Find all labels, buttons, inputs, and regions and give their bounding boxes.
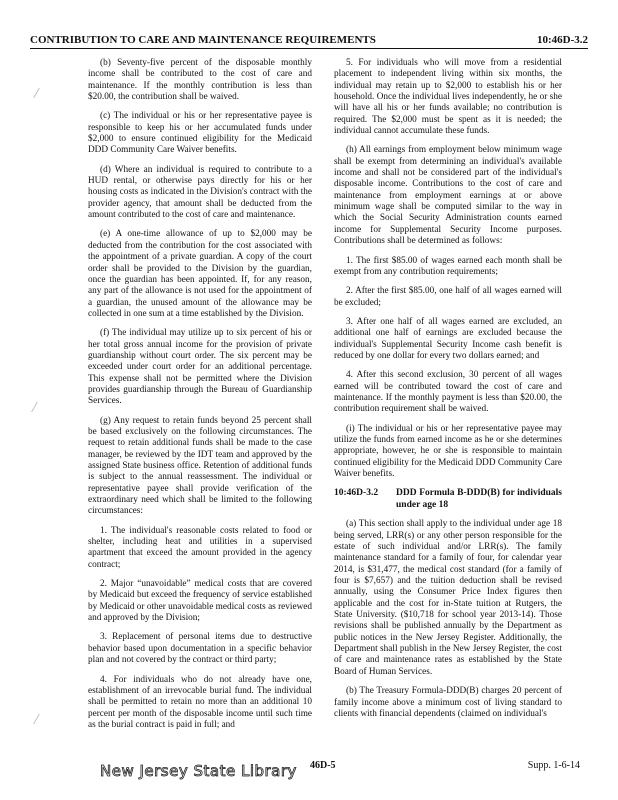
paragraph: (c) The individual or his or her representative payee is responsible to keep his or her accumulated funds under $2,000 to ensure continued eligibility for the Medicaid DDD Community Care Waiver benefits. [88, 111, 312, 156]
header-section-number: 10:46D-3.2 [536, 34, 588, 46]
paragraph: (h) All earnings from employment below minimum wage shall be exempt from determining an individual's available income and shall not be considered part of the individual's disposable income. Contributions to the cost of care and maintenance from employment earnings at or above minimum wage shall be computed similar to the way in which the Social Security Administration counts earned income for Supplemental Security Income purposes. Contributions shall be determined as follows: [334, 145, 562, 247]
paragraph: (d) Where an individual is required to contribute to a HUD rental, or otherwise pays directly for his or her housing costs as indicated in the Division's contract with the provider agency, that amount shall be deducted from the amount contributed to the cost of care and maintenance. [88, 164, 312, 221]
list-item: 4. After this second exclusion, 30 percent of all wages earned will be contributed toward the cost of care and maintenance. If the monthly payment is less than $20.00, the contribution requirement shall be waived. [334, 370, 562, 415]
section-number: 10:46D-3.2 [334, 488, 379, 499]
paragraph: (e) A one-time allowance of up to $2,000 may be deducted from the contribution for the cost associated with the appointment of a private guardian. A copy of the court order shall be provided to the Division by the guardian, once the guardian has been appointed. If, for any reason, any part of the allowance is not used for the appointment of a guardian, the unused amount of the allowance may be collected in one sum at a time established by the Division. [88, 229, 312, 319]
scan-mark [33, 88, 46, 98]
list-item: 4. For individuals who do not already have one, establishment of an irrevocable burial fund. The individual shall be permitted to retain no more than an additional 10 percent per month of the disposable income until such time as the burial contract is paid in full; and [88, 674, 312, 730]
page-number: 46D-5 [310, 760, 336, 771]
section-title: DDD Formula B-DDD(B) for individuals under age 18 [396, 488, 562, 510]
paragraph: (f) The individual may utilize up to six percent of his or her total gross annual income for the provision of private guardianship without court order. The six percent may be exceeded under court order for an additional percentage. This expense shall not be permitted where the Division provides guardianship through the Bureau of Guardianship Services. [88, 328, 312, 407]
running-header [30, 30, 588, 49]
list-item: 3. Replacement of personal items due to destructive behavior based upon documentation in a specific behavior plan and not covered by the contract or third party; [88, 632, 312, 666]
library-watermark: New Jersey State Library [100, 762, 297, 780]
paragraph: (i) The individual or his or her representative payee may utilize the funds from earned income as he or she determines appropriate, however, he or she is responsible to maintain continued eligibility for the Medicaid DDD Community Care Waiver benefits. [334, 423, 562, 479]
list-item: 2. After the first $85.00, one half of all wages earned will be excluded; [334, 286, 562, 308]
supplement-date: Supp. 1-6-14 [527, 760, 580, 771]
paragraph: (g) Any request to retain funds beyond 25 percent shall be based exclusively on the following circumstances. The request to retain additional funds shall be made to the case manager, be reviewed by the IDT team and approved by the assigned State business office. Retention of additional funds is subject to the annual reassessment. The individual or representative payee shall provide verification of the extraordinary need which shall be limited to the following circumstances: [88, 415, 312, 517]
page-footer [30, 752, 588, 782]
paragraph: (b) The Treasury Formula-DDD(B) charges 20 percent of family income above a minimum cost of living standard to clients with financial dependents (claimed on individual's [334, 686, 562, 719]
header-title: CONTRIBUTION TO CARE AND MAINTENANCE REQUIREMENTS [30, 34, 376, 46]
list-item: 5. For individuals who will move from a residential placement to independent living within six months, the individual may retain up to $2,000 to establish his or her household. Once the individual lives independently, he or she will have all his or her funds available; no contribution is required. The $2,000 must be spent as it is needed; the individual cannot accumulate these funds. [334, 58, 562, 137]
list-item: 1. The first $85.00 of wages earned each month shall be exempt from any contribution requirements; [334, 255, 562, 277]
list-item: 3. After one half of all wages earned are excluded, an additional one half of earnings are excluded because the individual's Supplemental Security Income cash benefit is reduced by one dollar for every two dollars earned; and [334, 316, 562, 361]
list-item: 1. The individual's reasonable costs related to food or shelter, including heat and utilities in a supervised apartment that exceed the amount provided in the agency contract; [88, 525, 312, 570]
paragraph: (a) This section shall apply to the individual under age 18 being served, LRR(s) or any other person responsible for the estate of such individual and/or LRR(s). The family maintenance standard for a family of four, for calendar year 2014, is $31,477, the medical cost standard (for a family of four is $7,657) and the tuition deduction shall be revised annually, using the Consumer Price Index figures then applicable and the cost for in-State tuition at Rutgers, the State University. ($10,718 for school year 2013-14). Those revisions shall be published annually by the Department as public notices in the New Jersey Register. Additionally, the Department shall publish in the New Jersey Register, the cost of care and maintenance rates as established by the State Board of Human Services. [334, 519, 562, 677]
paragraph: (b) Seventy-five percent of the disposable monthly income shall be contributed to the cost of care and maintenance. If the monthly contribution is less than $20.00, the contribution shall be waived. [88, 58, 312, 103]
list-item: 2. Major “unavoidable” medical costs that are covered by Medicaid but exceed the frequency of service established by Medicaid or other unavoidable medical costs as reviewed and approved by the Division; [88, 579, 312, 624]
section-heading [334, 488, 562, 511]
scan-mark [33, 714, 46, 724]
right-column [334, 58, 562, 728]
left-column [88, 58, 312, 739]
scan-mark [31, 402, 44, 412]
